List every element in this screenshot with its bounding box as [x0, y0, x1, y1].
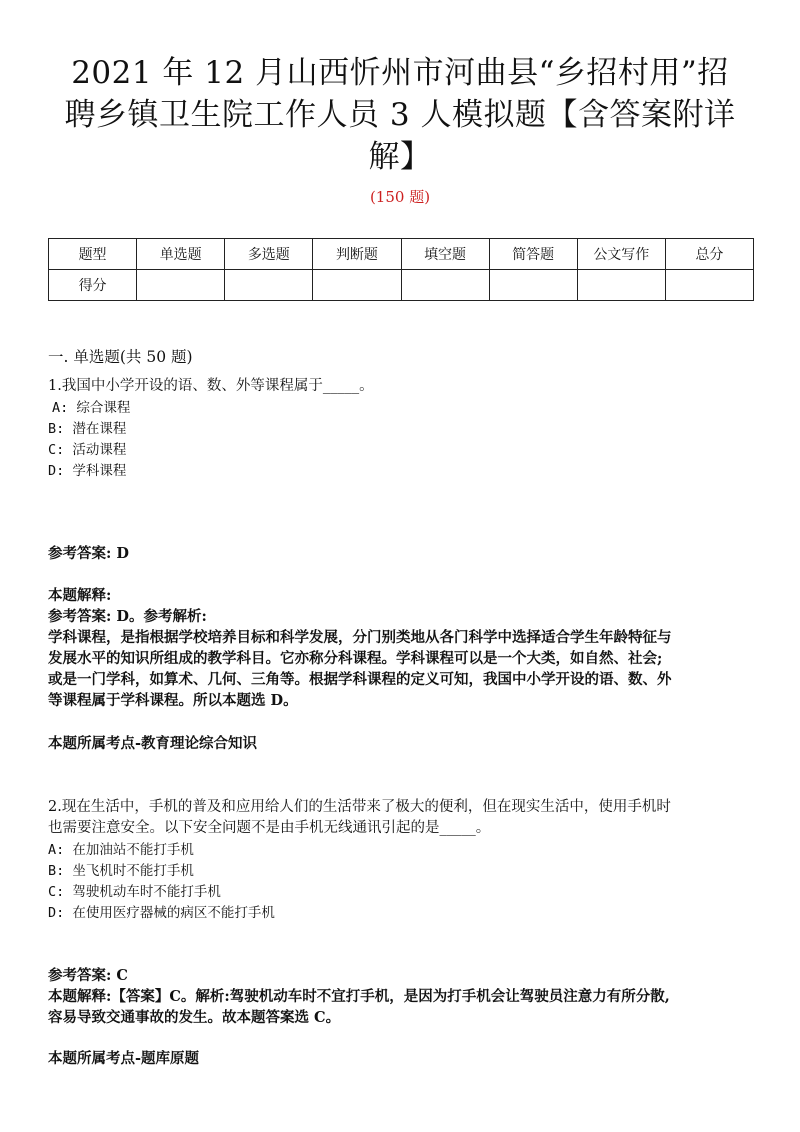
- question-1-option-d: D: 学科课程: [48, 463, 127, 479]
- document-title: [48, 52, 752, 178]
- score-cell: [313, 270, 401, 301]
- table-header-cell: 多选题: [225, 239, 313, 270]
- question-1-explain-line: 发展水平的知识所组成的教学科目。它亦称分科课程。学科课程可以是一个大类，如自然、社会;: [48, 650, 663, 667]
- table-header-cell: 判断题: [313, 239, 401, 270]
- question-1-explain-line: 或是一门学科，如算术、几何、三角等。根据学科课程的定义可知，我国中小学开设的语、数、外: [48, 671, 672, 688]
- table-header-cell: 填空题: [401, 239, 489, 270]
- question-1-explain-line: 学科课程，是指根据学校培养目标和科学发展，分门别类地从各门科学中选择适合学生年龄特征与: [48, 629, 672, 646]
- table-header-cell: 公文写作: [577, 239, 665, 270]
- question-2-topic: 本题所属考点-题库原题: [48, 1050, 200, 1067]
- question-2-option-d: D: 在使用医疗器械的病区不能打手机: [48, 905, 275, 921]
- question-2-option-b: B: 坐飞机时不能打手机: [48, 863, 194, 879]
- table-header-cell: 单选题: [137, 239, 225, 270]
- question-1-answer: 参考答案: D: [48, 545, 129, 562]
- question-1-option-a: A: 综合课程: [52, 400, 131, 416]
- question-count: (150 题): [369, 188, 431, 206]
- score-table: [48, 238, 754, 301]
- question-2-explain-line: 本题解释:【答案】C。解析:驾驶机动车时不宜打手机，是因为打手机会让驾驶员注意力有所分散,: [48, 988, 670, 1005]
- question-2-stem-line: 也需要注意安全。以下安全问题不是由手机无线通讯引起的是_____。: [48, 820, 491, 836]
- question-2-option-a: A: 在加油站不能打手机: [48, 842, 194, 858]
- question-2-explain-line: 容易导致交通事故的发生。故本题答案选 C。: [48, 1009, 341, 1026]
- title-line: 解】: [368, 139, 432, 175]
- question-1-stem: 1.我国中小学开设的语、数、外等课程属于_____。: [48, 378, 374, 394]
- question-2-answer: 参考答案: C: [48, 967, 128, 984]
- table-header-cell: 总分: [665, 239, 753, 270]
- question-2-option-c: C: 驾驶机动车时不能打手机: [48, 884, 221, 900]
- score-table-header-row: [49, 239, 754, 270]
- score-row-label: 得分: [49, 270, 137, 301]
- question-1-explain-line: 等课程属于学科课程。所以本题选 D。: [48, 692, 298, 709]
- score-cell: [401, 270, 489, 301]
- question-1-option-c: C: 活动课程: [48, 442, 127, 458]
- score-cell: [137, 270, 225, 301]
- title-line: 聘乡镇卫生院工作人员 3 人模拟题【含答案附详: [64, 97, 736, 133]
- question-1-topic: 本题所属考点-教育理论综合知识: [48, 735, 258, 752]
- table-header-cell: 题型: [49, 239, 137, 270]
- score-cell: [665, 270, 753, 301]
- table-header-cell: 简答题: [489, 239, 577, 270]
- score-cell: [489, 270, 577, 301]
- question-2-stem-line: 2.现在生活中，手机的普及和应用给人们的生活带来了极大的便利，但在现实生活中，使用手机时: [48, 799, 671, 815]
- question-1-explain-answer: 参考答案: D。参考解析:: [48, 608, 207, 625]
- section-heading: 一. 单选题(共 50 题): [48, 348, 193, 366]
- score-table-score-row: [49, 270, 754, 301]
- question-1-explain-label: 本题解释:: [48, 587, 112, 604]
- question-1-option-b: B: 潜在课程: [48, 421, 127, 437]
- title-line: 2021 年 12 月山西忻州市河曲县“乡招村用”招: [71, 55, 729, 91]
- score-cell: [225, 270, 313, 301]
- score-cell: [577, 270, 665, 301]
